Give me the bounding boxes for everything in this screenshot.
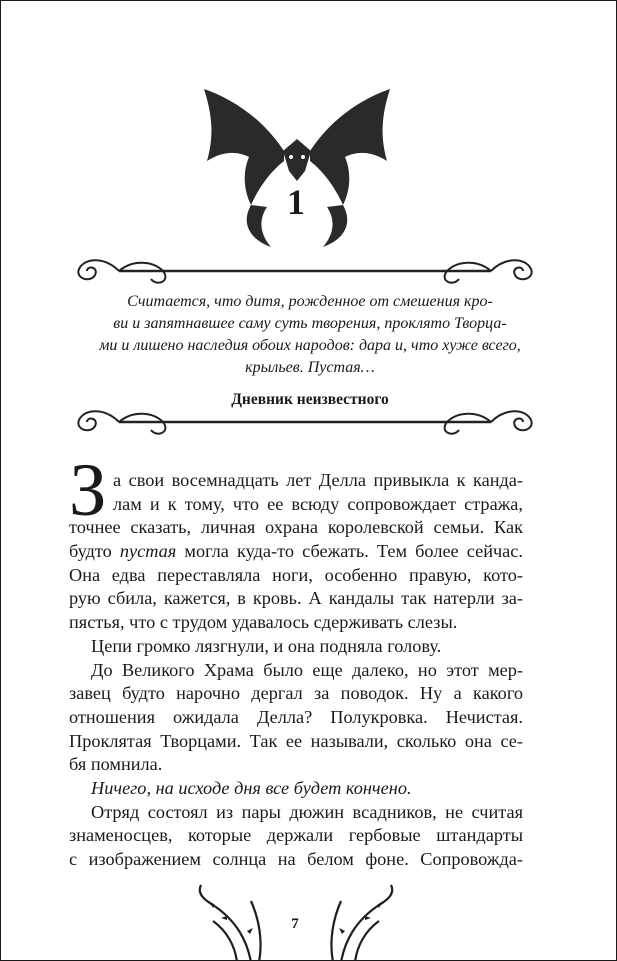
body-line: точнее сказать, личная охрана королевской семьи. Как [69,517,523,538]
epigraph-line: Считается, что дитя, рожденное от смешения кро- [127,293,493,310]
body-line: с изображением солнца на белом фоне. Сопровожда- [69,849,523,869]
body-line: а свои восемнадцать лет Делла привыкла к канда- [113,470,523,490]
epigraph-line: ви и запятнавшее саму суть творения, проклято Творца- [113,315,507,332]
body-line [69,540,523,564]
body-line: рую сбила, кажется, в кровь. А кандалы так натерли за- [69,588,523,609]
body-line: пястья, что с трудом удавалось сдерживать слезы. [69,612,458,633]
dragon-emblem-icon [204,89,390,247]
body-line: До Великого Храма было еще далеко, но этот мер- [91,659,523,680]
body-line: отношения ожидала Делла? Полукровка. Нечистая. [69,706,523,727]
body-line: бя помнила. [69,754,163,775]
flourish-rule-bottom [78,411,531,433]
page-number: 7 [291,916,299,932]
epigraph-line: ми и лишено наследия обоих народов: дара и, что хуже всего, [99,337,521,354]
drop-cap: З [69,449,107,532]
body-emphasis: пустая [119,541,177,562]
body-line: знаменосцев, которые держали гербовые штандарты [69,825,523,846]
body-text-segment: могла куда-то сбежать. Тем более сейчас. [176,541,523,562]
epigraph-line: крыльев. Пустая… [245,359,375,376]
body-text-segment: будто [69,541,120,562]
body-line: завец будто нарочно дергал за поводок. Ну а какого [69,683,523,704]
body-line: Отряд состоял из пары дюжин всадников, не считая [91,801,523,822]
body-line [69,777,523,801]
body-line: Проклятая Творцами. Так ее называли, сколько она се- [69,730,523,751]
epigraph [67,291,553,379]
body-emphasis: Ничего, на исходе дня все будет кончено. [91,777,412,798]
body-line: Цепи громко лязгнули, и она подняла голову. [91,635,442,656]
flourish-rule-top [78,260,531,282]
epigraph-source: Дневник неизвестного [231,391,389,408]
body-line: Она едва переставляла ноги, особенно правую, кото- [69,564,523,585]
body-text [69,469,523,872]
body-line: лам и к тому, что ее всюду сопровождает стража, [113,493,523,514]
chapter-number: 1 [287,182,305,222]
